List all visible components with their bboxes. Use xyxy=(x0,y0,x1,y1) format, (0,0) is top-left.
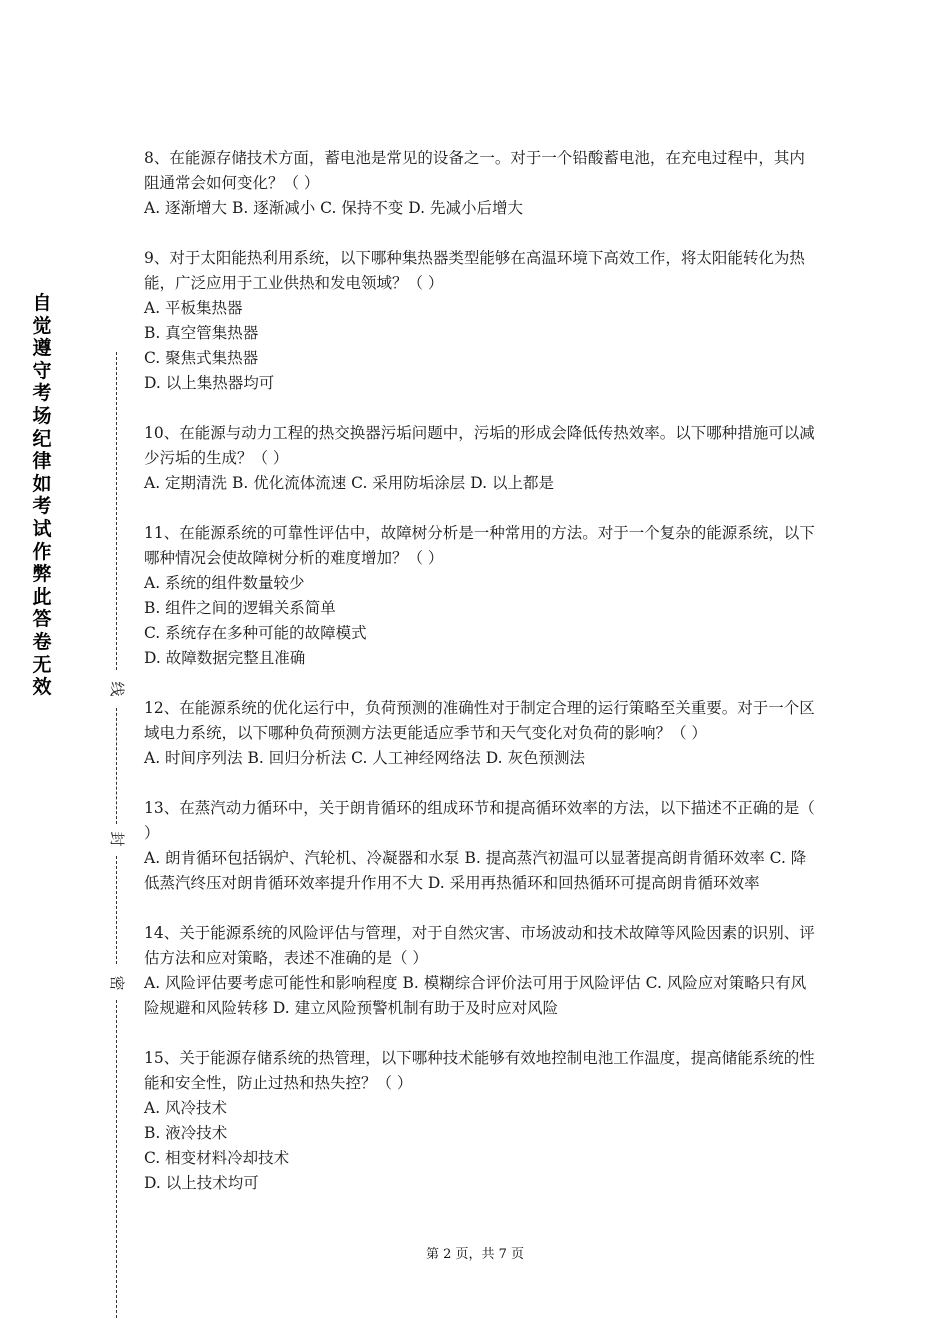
question-stem: 9、对于太阳能热利用系统，以下哪种集热器类型能够在高温环境下高效工作，将太阳能转化为热能，广泛应用于工业供热和发电领域？（ ） xyxy=(144,249,805,292)
option-c: C. 相变材料冷却技术 xyxy=(144,1149,290,1167)
question-stem: 13、在蒸汽动力循环中，关于朗肯循环的组成环节和提高循环效率的方法，以下描述不正确的是（ ） xyxy=(144,799,815,842)
option-a: A. 系统的组件数量较少 xyxy=(144,574,305,592)
binding-label-secret: 密 xyxy=(108,975,126,991)
question-14 xyxy=(144,921,820,1021)
binding-label-seal: 封 xyxy=(108,831,126,847)
binding-line xyxy=(106,352,128,1322)
question-options: A. 定期清洗 B. 优化流体流速 C. 采用防垢涂层 D. 以上都是 xyxy=(144,474,554,492)
question-stem: 11、在能源系统的可靠性评估中，故障树分析是一种常用的方法。对于一个复杂的能源系统，以下哪种情况会使故障树分析的难度增加？（ ） xyxy=(144,524,815,567)
question-options: A. 逐渐增大 B. 逐渐减小 C. 保持不变 D. 先减小后增大 xyxy=(144,199,523,217)
question-list xyxy=(144,146,820,1221)
binding-label-line: 线 xyxy=(108,681,126,697)
question-10 xyxy=(144,421,820,496)
page-number: 第 2 页，共 7 页 xyxy=(425,1247,525,1262)
option-c: C. 系统存在多种可能的故障模式 xyxy=(144,624,367,642)
question-stem: 15、关于能源存储系统的热管理，以下哪种技术能够有效地控制电池工作温度，提高储能系统的性能和安全性，防止过热和热失控？（ ） xyxy=(144,1049,815,1092)
binding-dash-segment xyxy=(116,856,117,964)
binding-dash-segment xyxy=(116,708,117,824)
option-c: C. 聚焦式集热器 xyxy=(144,349,259,367)
question-9 xyxy=(144,246,820,396)
option-d: D. 以上集热器均可 xyxy=(144,374,275,392)
binding-dash-segment xyxy=(116,1000,117,1318)
option-a: A. 风冷技术 xyxy=(144,1099,228,1117)
question-stem: 12、在能源系统的优化运行中，负荷预测的准确性对于制定合理的运行策略至关重要。对于一个区域电力系统，以下哪种负荷预测方法更能适应季节和天气变化对负荷的影响？（ ） xyxy=(144,699,815,742)
question-options: A. 朗肯循环包括锅炉、汽轮机、冷凝器和水泵 B. 提高蒸汽初温可以显著提高朗肯循环效率 C. 降低蒸汽终压对朗肯循环效率提升作用不大 D. 采用再热循环和回热循环可提高朗肯循环效率 xyxy=(144,849,807,892)
question-stem: 8、在能源存储技术方面，蓄电池是常见的设备之一。对于一个铅酸蓄电池，在充电过程中，其内阻通常会如何变化？（ ） xyxy=(144,149,805,192)
option-d: D. 故障数据完整且准确 xyxy=(144,649,306,667)
option-b: B. 组件之间的逻辑关系简单 xyxy=(144,599,336,617)
option-b: B. 液冷技术 xyxy=(144,1124,228,1142)
question-options: A. 风险评估要考虑可能性和影响程度 B. 模糊综合评价法可用于风险评估 C. 风险应对策略只有风险规避和风险转移 D. 建立风险预警机制有助于及时应对风险 xyxy=(144,974,807,1017)
option-d: D. 以上技术均可 xyxy=(144,1174,259,1192)
question-12 xyxy=(144,696,820,771)
exam-discipline-notice: 自觉遵守考场纪律如考试作弊此答卷无效 xyxy=(32,292,52,699)
question-8 xyxy=(144,146,820,221)
option-b: B. 真空管集热器 xyxy=(144,324,259,342)
question-options: A. 时间序列法 B. 回归分析法 C. 人工神经网络法 D. 灰色预测法 xyxy=(144,749,585,767)
question-15 xyxy=(144,1046,820,1196)
question-13 xyxy=(144,796,820,896)
question-11 xyxy=(144,521,820,671)
binding-dash-segment xyxy=(116,352,117,670)
option-a: A. 平板集热器 xyxy=(144,299,243,317)
question-stem: 14、关于能源系统的风险评估与管理，对于自然灾害、市场波动和技术故障等风险因素的识别、评估方法和应对策略，表述不准确的是（ ） xyxy=(144,924,815,967)
question-stem: 10、在能源与动力工程的热交换器污垢问题中，污垢的形成会降低传热效率。以下哪种措施可以减少污垢的生成？（ ） xyxy=(144,424,815,467)
